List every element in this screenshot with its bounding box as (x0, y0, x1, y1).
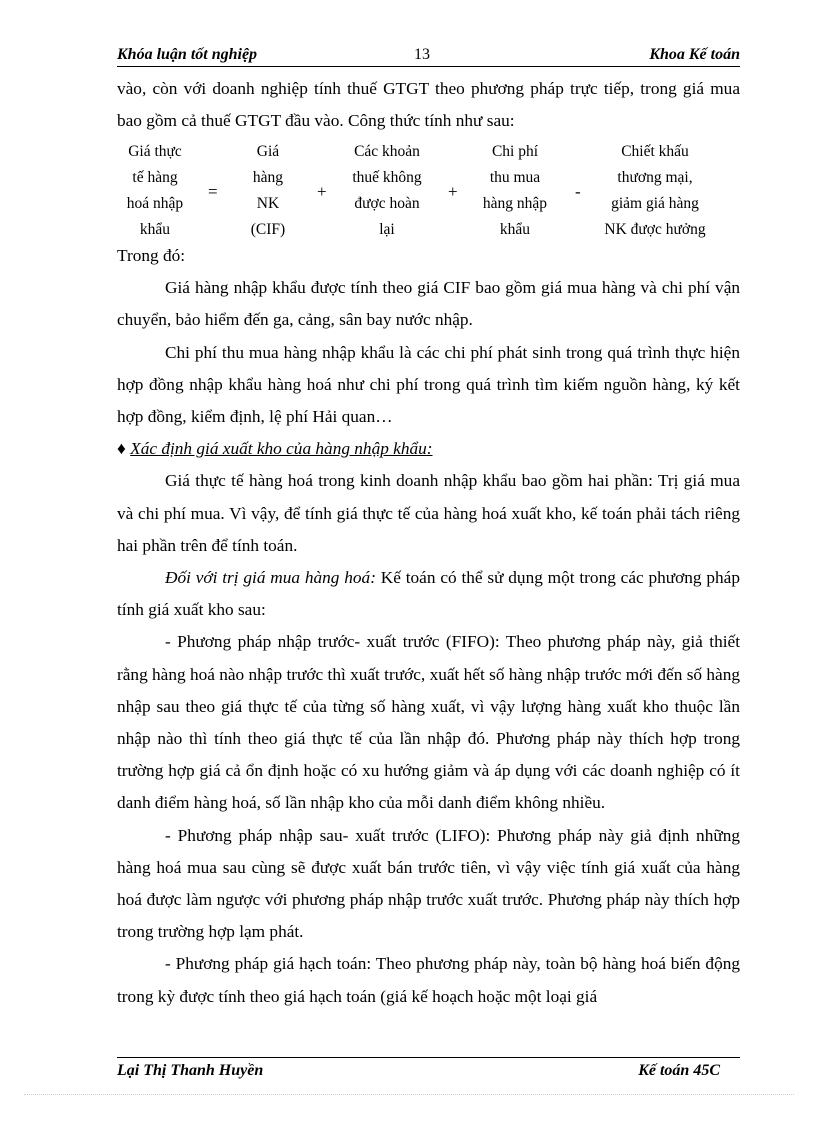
formula-plus-1: + (317, 182, 327, 201)
formula-purchase-cost: Chi phí thu mua hàng nhập khẩu (482, 143, 548, 238)
paragraph-actual-price: Giá thực tế hàng hoá trong kinh doanh nhập khẩu bao gồm hai phần: Trị giá mua và chi phí mua. Vì vậy, để tính giá thực tế của hàng hoá xuất kho, kế toán phải tách riêng hai phần trên để tính toán. (117, 471, 740, 555)
paragraph-purchase-value (117, 562, 740, 626)
formula-actual-cost: Giá thực tế hàng hoá nhập khẩu (126, 143, 184, 238)
formula-discounts: Chiết khấu thương mại, giảm giá hàng NK được hưởng (604, 143, 706, 238)
header-thesis-label: Khóa luận tốt nghiệp (117, 46, 258, 63)
cost-formula (117, 139, 740, 243)
header-rule (117, 66, 740, 67)
paragraph-standard-price: - Phương pháp giá hạch toán: Theo phương pháp này, toàn bộ hàng hoá biến động trong kỳ được tính theo giá hạch toán (giá kế hoạch hoặc một loại giá (117, 954, 740, 1006)
purchase-value-rest: Kế toán có thể sử dụng một trong các phương pháp tính giá xuất kho sau: (117, 568, 740, 620)
body-top (117, 73, 740, 137)
body-main (117, 240, 740, 1013)
paragraph-purchase-costs: Chi phí thu mua hàng nhập khẩu là các chi phí phát sinh trong quá trình thực hiện hợp đồng nhập khẩu hàng hoá như chi phí trong quá trình tìm kiếm nguồn hàng, ký kết hợp đồng, kiểm định, lệ phí Hải quan… (117, 342, 740, 427)
footer-class: Kế toán 45C (638, 1062, 720, 1079)
paragraph-fifo: - Phương pháp nhập trước- xuất trước (FIFO): Theo phương pháp này, giả thiết rằng hàng hoá nào nhập trước thì xuất trước, xuất hết số hàng nhập trước mới đến số hàng nhập sau theo giá thực tế của từng số hàng xuất, vì vậy lượng hàng xuất kho thuộc lần nhập nào thì tính theo giá thực tế của lần nhập đó. Phương pháp này thích hợp trong trường hợp giá cả ổn định hoặc có xu hướng giảm và áp dụng với các doanh nghiệp có ít danh điểm hàng hoá, số lần nhập kho của mỗi danh điểm không nhiều. (117, 632, 740, 813)
paragraph-cif-price: Giá hàng nhập khẩu được tính theo giá CIF bao gồm giá mua hàng và chi phí vận chuyển, bảo hiểm đến ga, cảng, sân bay nước nhập. (117, 278, 740, 330)
footer-author: Lại Thị Thanh Huyền (117, 1062, 264, 1079)
bottom-dotted-divider (24, 1094, 794, 1095)
trong-do-label: Trong đó: (117, 246, 186, 265)
formula-equals: = (208, 182, 218, 201)
diamond-bullet-icon: ♦ (117, 439, 126, 459)
page-footer (117, 1062, 720, 1082)
paragraph-lifo: - Phương pháp nhập sau- xuất trước (LIFO): Phương pháp này giả định những hàng hoá mua sau cùng sẽ được xuất bán trước tiên, vì vậy việc tính giá xuất của hàng hoá được làm ngược với phương pháp nhập trước xuất trước. Phương pháp này thích hợp trong trường hợp lạm phát. (117, 825, 740, 942)
intro-paragraph: vào, còn với doanh nghiệp tính thuế GTGT theo phương pháp trực tiếp, trong giá mua bao gồm cả thuế GTGT đầu vào. Công thức tính như sau: (117, 79, 740, 131)
footer-rule (117, 1057, 740, 1058)
page-header (117, 46, 740, 66)
page-number: 13 (414, 46, 430, 63)
formula-cif-price: Giá hàng NK (CIF) (250, 143, 286, 238)
purchase-value-lead: Đối với trị giá mua hàng hoá: (165, 568, 376, 588)
formula-plus-2: + (448, 182, 458, 201)
header-faculty-label: Khoa Kế toán (649, 46, 740, 63)
formula-minus: - (575, 182, 581, 201)
section-heading (117, 433, 740, 465)
section-heading-text: Xác định giá xuất kho của hàng nhập khẩu: (130, 439, 433, 459)
formula-non-refundable-taxes: Các khoản thuế không được hoàn lại (352, 143, 422, 238)
